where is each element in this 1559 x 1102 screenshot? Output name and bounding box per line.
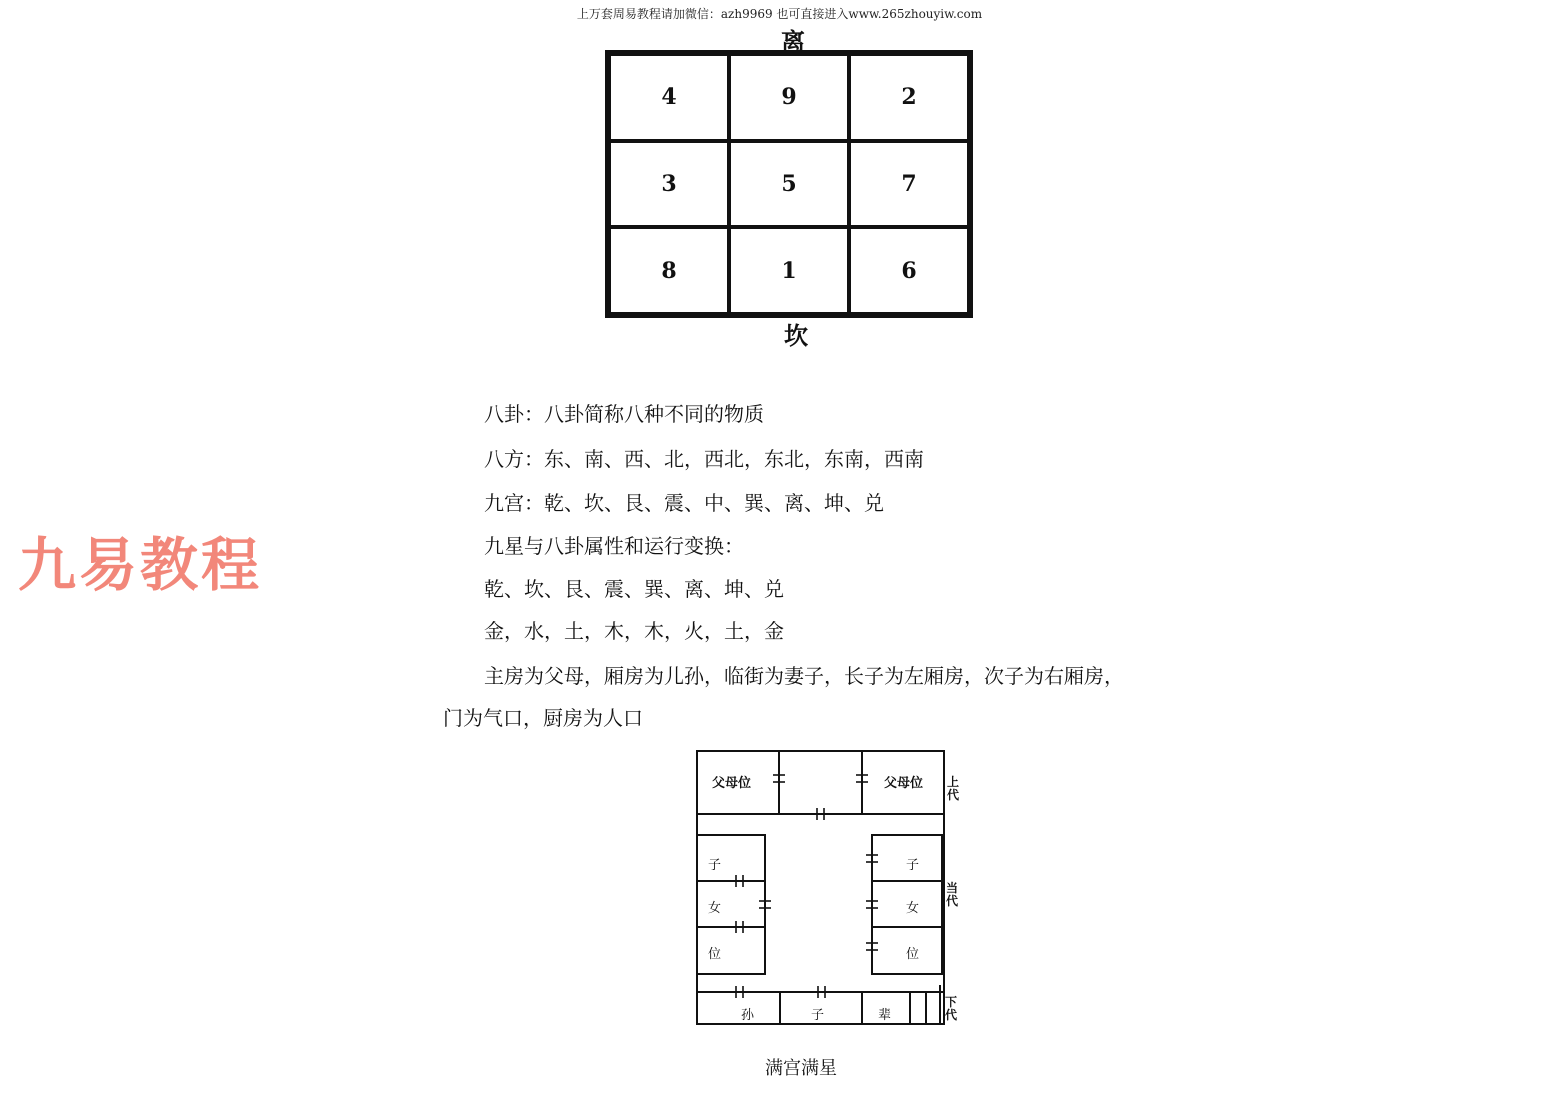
grandchildren-1: 孙 <box>741 1008 755 1023</box>
text-line-bagua: 八卦：八卦简称八种不同的物质 <box>484 402 764 426</box>
lo-shu-cell: 5 <box>729 141 849 228</box>
text-line-trigrams: 乾、坎、艮、震、巽、离、坤、兑 <box>484 577 784 601</box>
children-right-1: 子 <box>906 858 920 873</box>
text-line-nine-stars: 九星与八卦属性和运行变换： <box>484 534 744 558</box>
lo-shu-cell: 8 <box>609 227 729 314</box>
text-line-elements: 金，水，土，木，木，火，土，金 <box>484 619 784 643</box>
children-right-2: 女 <box>906 901 920 916</box>
diagram-caption: 满宫满星 <box>765 1058 837 1079</box>
generation-upper-label: 上代 <box>947 775 960 802</box>
children-left-2: 女 <box>708 901 722 916</box>
generation-lower-label: 下代 <box>945 995 958 1022</box>
text-line-door: 门为气口，厨房为人口 <box>443 706 643 730</box>
children-left-1: 子 <box>708 858 722 873</box>
text-line-rooms: 主房为父母，厢房为儿孙，临街为妻子，长子为左厢房，次子为右厢房， <box>484 664 1124 688</box>
compass-bottom-label: 坎 <box>784 321 808 350</box>
compass-top-label: 离 <box>781 27 805 56</box>
plan-outer-wall <box>697 751 944 1024</box>
generation-current-label: 当代 <box>946 881 959 908</box>
watermark-logo: 九易教程 <box>18 531 263 599</box>
lo-shu-cell: 4 <box>609 54 729 141</box>
children-right-3: 位 <box>906 947 920 962</box>
parents-position-left: 父母位 <box>712 776 752 791</box>
text-line-directions: 八方：东、南、西、北，西北，东北，东南，西南 <box>484 447 924 471</box>
lo-shu-grid <box>605 50 973 318</box>
lo-shu-cell: 7 <box>849 141 969 228</box>
parents-position-right: 父母位 <box>884 776 924 791</box>
children-left-3: 位 <box>708 947 722 962</box>
grandchildren-3: 辈 <box>878 1008 892 1023</box>
lo-shu-cell: 1 <box>729 227 849 314</box>
header-note: 上万套周易教程请加微信：azh9969 也可直接进入www.265zhouyiw.com <box>576 7 983 21</box>
lo-shu-cell: 2 <box>849 54 969 141</box>
lo-shu-cell: 9 <box>729 54 849 141</box>
lo-shu-cell: 6 <box>849 227 969 314</box>
text-line-nine-palaces: 九宫：乾、坎、艮、震、中、巽、离、坤、兑 <box>484 491 884 515</box>
lo-shu-cell: 3 <box>609 141 729 228</box>
grandchildren-2: 子 <box>811 1008 825 1023</box>
